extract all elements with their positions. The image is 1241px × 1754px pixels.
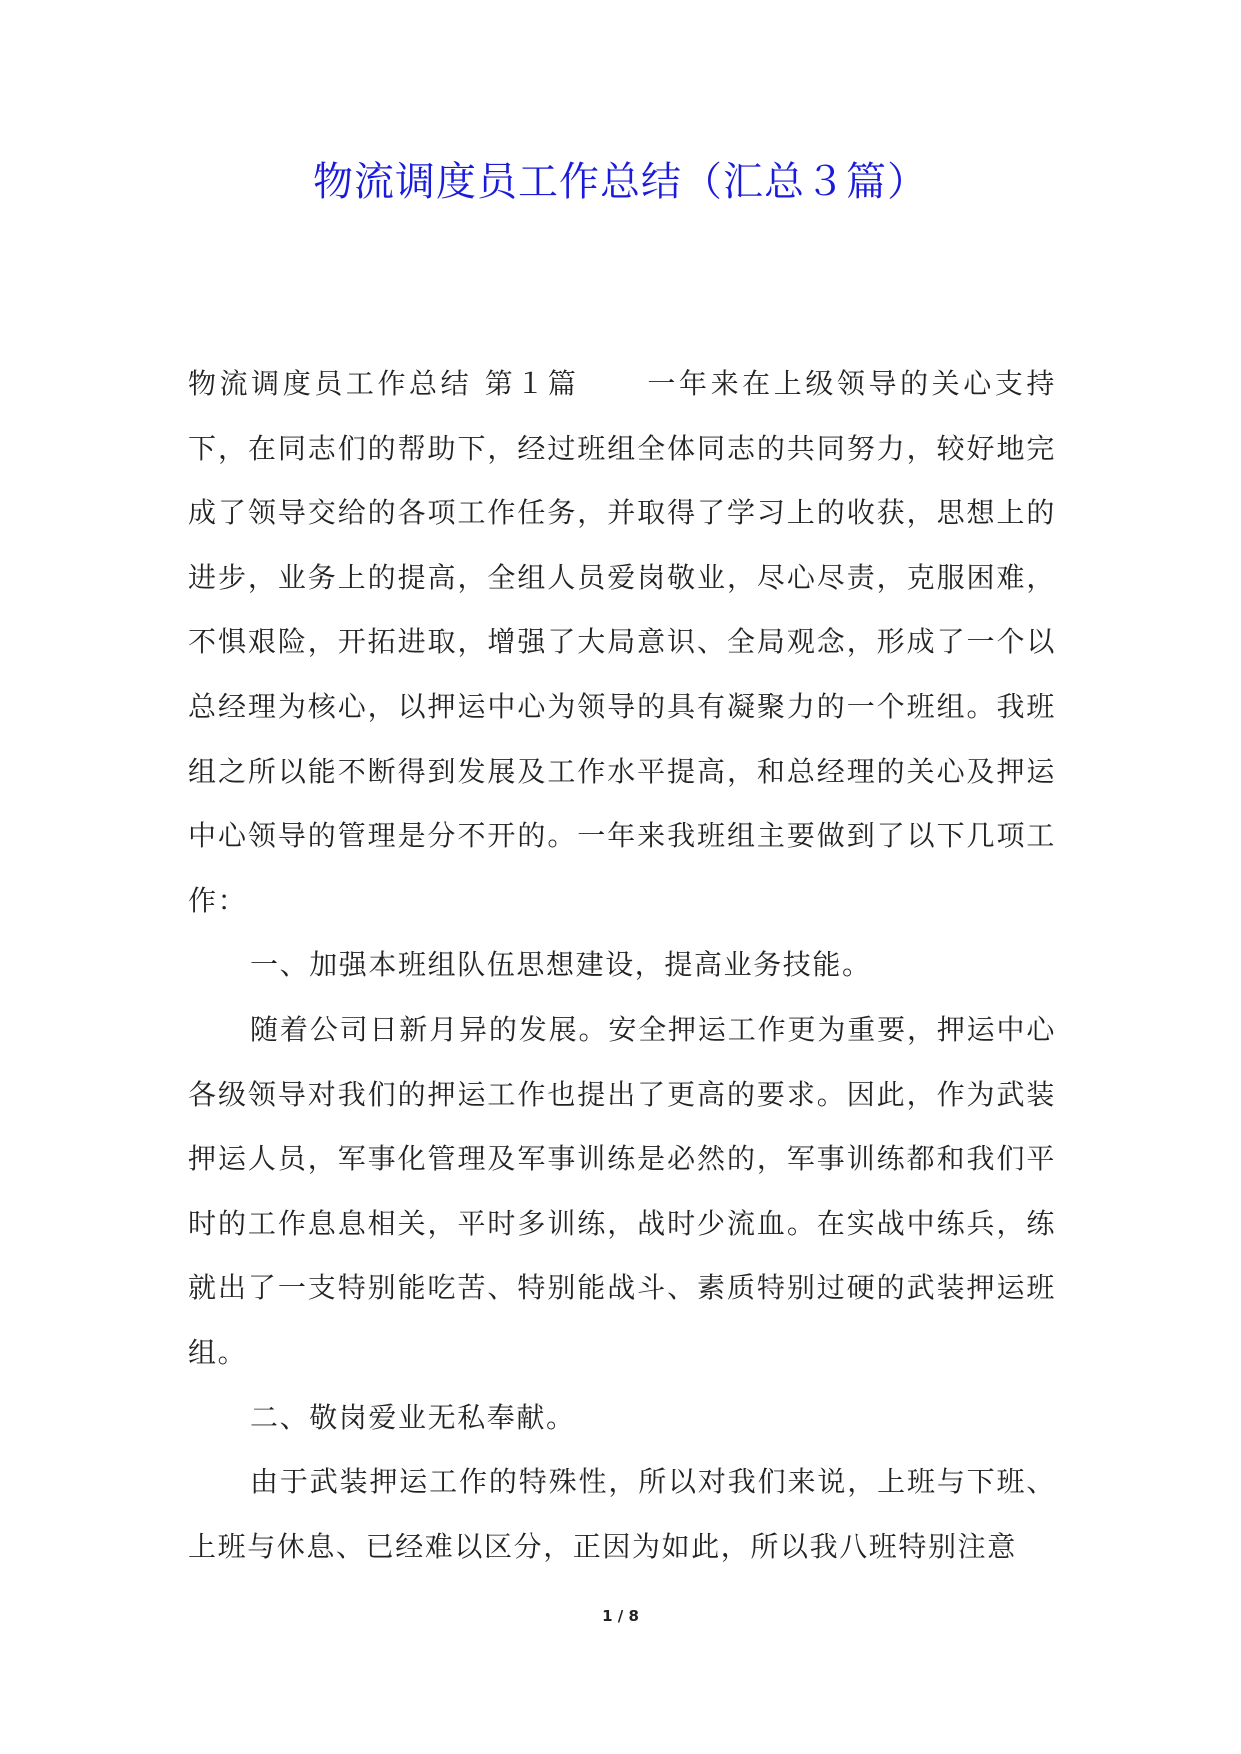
heading-paragraph-3: 二、敬岗爱业无私奉献。 xyxy=(250,1400,576,1434)
document-body xyxy=(188,352,1056,1579)
intro-paragraph xyxy=(188,352,1056,933)
page-number: 1 / 8 xyxy=(602,1607,639,1625)
body-paragraph-2: 随着公司日新月异的发展。安全押运工作更为重要，押运中心各级领导对我们的押运工作也提出了更高的要求。因此，作为武装押运人员，军事化管理及军事训练是必然的，军事训练都和我们平时的工作息息相关，平时多训练，战时少流血。在实战中练兵，练就出了一支特别能吃苦、特别能战斗、素质特别过硬的武装押运班组。 xyxy=(188,1012,1056,1369)
heading-paragraph-1: 一、加强本班组队伍思想建设，提高业务技能。 xyxy=(250,948,872,982)
body-paragraph-4: 由于武装押运工作的特殊性，所以对我们来说，上班与下班、上班与休息、已经难以区分，正因为如此，所以我八班特别注意 xyxy=(188,1465,1056,1563)
document-title: 物流调度员工作总结（汇总３篇） xyxy=(313,159,928,205)
section-heading: 物流调度员工作总结 第１篇 xyxy=(188,367,580,400)
paragraph-text: 一年来在上级领导的关心支持下，在同志们的帮助下，经过班组全体同志的共同努力，较好地完成了领导交给的各项工作任务，并取得了学习上的收获，思想上的进步，业务上的提高，全组人员爱岗敬业，尽心尽责，克服困难，不惧艰险，开拓进取，增强了大局意识、全局观念，形成了一个以总经理为核心，以押运中心为领导的具有凝聚力的一个班组。我班组之所以能不断得到发展及工作水平提高，和总经理的关心及押运中心领导的管理是分不开的。一年来我班组主要做到了以下几项工作： xyxy=(188,367,1056,917)
